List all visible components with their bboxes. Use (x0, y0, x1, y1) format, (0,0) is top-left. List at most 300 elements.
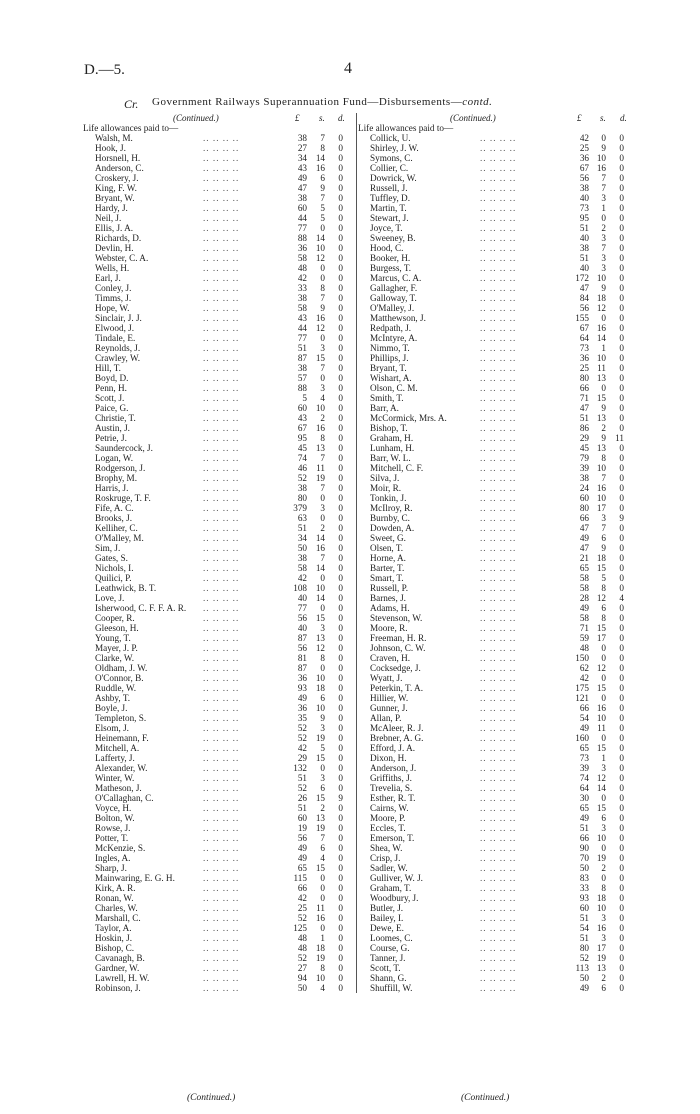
pounds-value: 25 (297, 903, 307, 913)
pounds-value: 60 (579, 903, 589, 913)
shillings-value: 0 (320, 573, 325, 583)
shillings-value: 19 (596, 853, 606, 863)
pounds-value: 47 (579, 523, 589, 533)
leader-dots: .. .. .. .. (203, 803, 240, 813)
leader-dots: .. .. .. .. (203, 413, 240, 423)
leader-dots: .. .. .. .. (203, 843, 240, 853)
table-row (358, 293, 630, 303)
shillings-value: 6 (320, 693, 325, 703)
payee-name: Smart, T. (370, 573, 407, 583)
pence-value: 0 (619, 713, 624, 723)
pounds-value: 65 (579, 563, 589, 573)
pence-value: 0 (338, 903, 343, 913)
pence-value: 0 (338, 443, 343, 453)
pounds-value: 40 (579, 233, 589, 243)
pounds-value: 29 (579, 433, 589, 443)
pence-value: 0 (619, 133, 624, 143)
table-row (83, 783, 353, 793)
payee-name: Charles, W. (95, 903, 141, 913)
leader-dots: .. .. .. .. (203, 823, 240, 833)
shillings-value: 15 (596, 563, 606, 573)
pounds-value: 39 (579, 763, 589, 773)
pounds-value: 43 (297, 413, 307, 423)
leader-dots: .. .. .. .. (203, 133, 240, 143)
payee-name: Matheson, J. (95, 783, 145, 793)
payee-name: Anderson, C. (95, 163, 147, 173)
pounds-value: 155 (575, 313, 589, 323)
table-row (358, 613, 630, 623)
shillings-value: 6 (601, 603, 606, 613)
shillings-value: 0 (601, 133, 606, 143)
table-row (358, 153, 630, 163)
pence-value: 0 (338, 683, 343, 693)
payee-name: Harris, J. (95, 483, 131, 493)
table-row (358, 703, 630, 713)
pence-value: 0 (619, 383, 624, 393)
pence-value: 0 (619, 553, 624, 563)
payee-name: Sweeney, B. (370, 233, 419, 243)
pounds-value: 38 (297, 483, 307, 493)
shillings-value: 15 (315, 753, 325, 763)
pence-value: 0 (338, 613, 343, 623)
table-row (358, 603, 630, 613)
table-row (358, 723, 630, 733)
pence-value: 0 (338, 343, 343, 353)
pence-value: 0 (338, 283, 343, 293)
credit-side-label: Cr. (124, 97, 139, 111)
payee-name: Mainwaring, E. G. H. (95, 873, 178, 883)
shillings-value: 0 (601, 843, 606, 853)
payee-name: Sim, J. (95, 543, 123, 553)
table-row (83, 573, 353, 583)
pence-value: 0 (338, 413, 343, 423)
shillings-value: 7 (601, 243, 606, 253)
pounds-value: 50 (579, 973, 589, 983)
leader-dots: .. .. .. .. (203, 663, 240, 673)
pounds-value: 47 (579, 543, 589, 553)
leader-dots: .. .. .. .. (480, 723, 517, 733)
shillings-value: 3 (320, 343, 325, 353)
pence-value: 0 (619, 823, 624, 833)
leader-dots: .. .. .. .. (480, 973, 517, 983)
leader-dots: .. .. .. .. (480, 623, 517, 633)
leader-dots: .. .. .. .. (203, 813, 240, 823)
shillings-value: 15 (315, 353, 325, 363)
table-row (83, 513, 353, 523)
pounds-value: 64 (579, 783, 589, 793)
leader-dots: .. .. .. .. (480, 513, 517, 523)
leader-dots: .. .. .. .. (203, 143, 240, 153)
pence-value: 0 (338, 743, 343, 753)
pence-value: 0 (619, 903, 624, 913)
shillings-value: 17 (596, 633, 606, 643)
shillings-value: 2 (601, 423, 606, 433)
payee-name: Esther, R. T. (370, 793, 418, 803)
table-row (83, 663, 353, 673)
shillings-value: 12 (315, 253, 325, 263)
shillings-value: 0 (601, 793, 606, 803)
table-row (83, 353, 353, 363)
payee-name: Emerson, T. (370, 833, 417, 843)
pence-value: 0 (619, 673, 624, 683)
leader-dots: .. .. .. .. (480, 283, 517, 293)
payee-name: Wishart, A. (370, 373, 415, 383)
pounds-value: 51 (579, 223, 589, 233)
shillings-value: 0 (320, 923, 325, 933)
payee-name: Alexander, W. (95, 763, 150, 773)
shillings-value: 10 (596, 493, 606, 503)
shillings-value: 7 (320, 483, 325, 493)
table-row (358, 363, 630, 373)
pounds-value: 47 (579, 283, 589, 293)
payee-name: Marcus, C. A. (370, 273, 424, 283)
pounds-value: 379 (293, 503, 307, 513)
table-row (358, 443, 630, 453)
payee-name: Collick, U. (370, 133, 414, 143)
payee-name: Galloway, T. (370, 293, 420, 303)
pounds-value: 73 (579, 753, 589, 763)
leader-dots: .. .. .. .. (203, 463, 240, 473)
pounds-value: 25 (579, 363, 589, 373)
pounds-value: 30 (579, 793, 589, 803)
shillings-value: 16 (596, 703, 606, 713)
leader-dots: .. .. .. .. (480, 153, 517, 163)
pounds-value: 77 (297, 333, 307, 343)
payee-name: Wyatt, J. (370, 673, 405, 683)
leader-dots: .. .. .. .. (203, 453, 240, 463)
payee-name: Croskery, J. (95, 173, 142, 183)
pence-value: 0 (338, 503, 343, 513)
payee-name: Voyce, H. (95, 803, 134, 813)
shillings-value: 13 (315, 443, 325, 453)
shillings-value: 14 (315, 153, 325, 163)
payee-name: Logan, W. (95, 453, 136, 463)
leader-dots: .. .. .. .. (480, 323, 517, 333)
pounds-value: 48 (579, 643, 589, 653)
shillings-value: 10 (315, 673, 325, 683)
table-row (83, 813, 353, 823)
leader-dots: .. .. .. .. (203, 613, 240, 623)
shillings-value: 6 (320, 843, 325, 853)
pence-value: 0 (338, 653, 343, 663)
pounds-value: 121 (575, 693, 589, 703)
leader-dots: .. .. .. .. (203, 293, 240, 303)
pence-value: 0 (338, 163, 343, 173)
table-row (83, 923, 353, 933)
pounds-value: 115 (293, 873, 307, 883)
pence-value: 0 (338, 223, 343, 233)
payee-name: Russell, J. (370, 183, 411, 193)
table-row (83, 263, 353, 273)
pounds-value: 45 (579, 443, 589, 453)
leader-dots: .. .. .. .. (203, 503, 240, 513)
shillings-value: 5 (320, 203, 325, 213)
payee-name: Scott, T. (370, 963, 404, 973)
shillings-value: 8 (601, 883, 606, 893)
pence-value: 0 (619, 173, 624, 183)
leader-dots: .. .. .. .. (480, 333, 517, 343)
pounds-value: 54 (579, 923, 589, 933)
pence-value: 0 (619, 843, 624, 853)
pounds-value: 36 (297, 243, 307, 253)
table-row (83, 203, 353, 213)
table-row (358, 593, 630, 603)
payee-name: Cavanagh, B. (95, 953, 148, 963)
title-main: Government Railways Superannuation Fund—Disbursements— (152, 96, 463, 108)
shillings-value: 11 (316, 463, 325, 473)
payee-name: O'Malley, J. (370, 303, 417, 313)
shillings-value: 12 (315, 323, 325, 333)
table-row (358, 393, 630, 403)
shillings-value: 12 (596, 303, 606, 313)
table-row (358, 573, 630, 583)
payee-name: Templeton, S. (95, 713, 149, 723)
payee-name: Shuffill, W. (370, 983, 415, 993)
table-row (358, 983, 630, 993)
pence-value: 11 (615, 433, 624, 443)
pence-value: 0 (338, 393, 343, 403)
table-row (358, 863, 630, 873)
leader-dots: .. .. .. .. (203, 353, 240, 363)
payee-name: Barr, A. (370, 403, 402, 413)
pence-value: 0 (338, 873, 343, 883)
table-row (83, 193, 353, 203)
payee-name: Bishop, C. (95, 943, 137, 953)
shillings-value: 2 (320, 803, 325, 813)
pounds-value: 65 (297, 863, 307, 873)
leader-dots: .. .. .. .. (480, 453, 517, 463)
table-row (83, 243, 353, 253)
payee-name: Tonkin, J. (370, 493, 409, 503)
pence-value: 0 (338, 513, 343, 523)
pence-value: 0 (338, 773, 343, 783)
leader-dots: .. .. .. .. (203, 203, 240, 213)
pounds-value: 87 (297, 663, 307, 673)
table-row (358, 383, 630, 393)
table-row (83, 343, 353, 353)
pence-value: 0 (619, 683, 624, 693)
pence-value: 0 (338, 143, 343, 153)
pence-value: 0 (338, 153, 343, 163)
table-row (83, 493, 353, 503)
pence-value: 0 (619, 873, 624, 883)
pounds-value: 25 (579, 143, 589, 153)
leader-dots: .. .. .. .. (480, 193, 517, 203)
leader-dots: .. .. .. .. (480, 793, 517, 803)
pounds-value: 77 (297, 223, 307, 233)
leader-dots: .. .. .. .. (480, 603, 517, 613)
pence-value: 0 (619, 203, 624, 213)
payee-name: Hope, W. (95, 303, 132, 313)
pence-value: 0 (338, 473, 343, 483)
pounds-value: 73 (579, 203, 589, 213)
table-row (358, 923, 630, 933)
shillings-value: 14 (596, 783, 606, 793)
pence-value: 0 (338, 593, 343, 603)
pence-value: 0 (338, 723, 343, 733)
pounds-value: 38 (297, 293, 307, 303)
leader-dots: .. .. .. .. (203, 423, 240, 433)
table-row (358, 343, 630, 353)
leader-dots: .. .. .. .. (480, 783, 517, 793)
payee-name: Boyd, D. (95, 373, 131, 383)
shillings-value: 11 (597, 363, 606, 373)
table-row (358, 533, 630, 543)
table-row (358, 263, 630, 273)
payee-name: Ashby, T. (95, 693, 133, 703)
pounds-value: 87 (297, 353, 307, 363)
pence-value: 0 (619, 483, 624, 493)
table-row (358, 793, 630, 803)
pounds-value: 80 (297, 493, 307, 503)
pounds-value: 56 (297, 833, 307, 843)
pence-value: 0 (619, 183, 624, 193)
payee-name: Penn, H. (95, 383, 130, 393)
payee-name: Cairns, W. (370, 803, 412, 813)
pence-value: 0 (619, 953, 624, 963)
leader-dots: .. .. .. .. (203, 363, 240, 373)
pounds-value: 38 (297, 363, 307, 373)
payee-name: Gunner, J. (370, 703, 411, 713)
pence-value: 0 (338, 363, 343, 373)
pence-value: 0 (338, 493, 343, 503)
shillings-value: 4 (320, 393, 325, 403)
pounds-value: 88 (297, 383, 307, 393)
pence-value: 0 (619, 213, 624, 223)
payee-name: McAleer, R. J. (370, 723, 426, 733)
shillings-value: 3 (601, 913, 606, 923)
leader-dots: .. .. .. .. (480, 863, 517, 873)
table-row (83, 383, 353, 393)
table-row (358, 203, 630, 213)
leader-dots: .. .. .. .. (203, 343, 240, 353)
table-row (358, 713, 630, 723)
pounds-value: 44 (297, 213, 307, 223)
payee-name: Paice, G. (95, 403, 131, 413)
pence-value: 0 (619, 273, 624, 283)
table-row (83, 563, 353, 573)
leader-dots: .. .. .. .. (480, 383, 517, 393)
leader-dots: .. .. .. .. (480, 143, 517, 153)
table-row (83, 213, 353, 223)
payee-name: Petrie, J. (95, 433, 130, 443)
pence-value: 0 (619, 353, 624, 363)
payee-name: Isherwood, C. F. F. A. R. (95, 603, 189, 613)
pounds-value: 40 (297, 593, 307, 603)
pence-value: 0 (338, 383, 343, 393)
leader-dots: .. .. .. .. (203, 653, 240, 663)
table-row (83, 163, 353, 173)
table-row (83, 153, 353, 163)
table-row (83, 683, 353, 693)
shillings-value: 8 (320, 283, 325, 293)
table-row (358, 173, 630, 183)
payee-name: Fife, A. C. (95, 503, 137, 513)
payee-name: Sinclair, J. J. (95, 313, 145, 323)
table-row (358, 373, 630, 383)
payee-name: Scott, J. (95, 393, 127, 403)
shillings-value: 0 (320, 333, 325, 343)
table-row (83, 963, 353, 973)
payee-name: Dewe, E. (370, 923, 407, 933)
leader-dots: .. .. .. .. (203, 213, 240, 223)
shillings-value: 19 (315, 473, 325, 483)
pounds-value: 81 (297, 653, 307, 663)
leader-dots: .. .. .. .. (480, 703, 517, 713)
shillings-value: 6 (601, 813, 606, 823)
shillings-value: 15 (315, 863, 325, 873)
pence-value: 0 (338, 483, 343, 493)
shillings-value: 1 (601, 753, 606, 763)
pounds-value: 67 (579, 163, 589, 173)
pounds-value: 66 (579, 833, 589, 843)
payee-name: O'Callaghan, C. (95, 793, 157, 803)
leader-dots: .. .. .. .. (480, 563, 517, 573)
pounds-value: 60 (297, 403, 307, 413)
pounds-value: 73 (579, 343, 589, 353)
pence-value: 0 (619, 193, 624, 203)
payee-name: Stewart, J. (370, 213, 412, 223)
shillings-value: 9 (320, 713, 325, 723)
shillings-value: 15 (596, 743, 606, 753)
pence-value: 0 (619, 733, 624, 743)
shillings-heading: s. (600, 113, 606, 123)
shillings-value: 7 (601, 173, 606, 183)
pounds-value: 77 (297, 603, 307, 613)
table-row (358, 913, 630, 923)
shillings-value: 10 (315, 403, 325, 413)
shillings-value: 19 (315, 953, 325, 963)
pence-value: 0 (619, 973, 624, 983)
table-row (358, 193, 630, 203)
leader-dots: .. .. .. .. (480, 713, 517, 723)
left-column (83, 113, 353, 1103)
table-row (358, 843, 630, 853)
payee-name: Joyce, T. (370, 223, 406, 233)
pence-value: 0 (338, 543, 343, 553)
table-row (358, 543, 630, 553)
table-row (83, 693, 353, 703)
leader-dots: .. .. .. .. (203, 383, 240, 393)
payee-name: Austin, J. (95, 423, 133, 433)
payee-name: Hoskin, J. (95, 933, 135, 943)
pence-value: 0 (338, 813, 343, 823)
pence-value: 0 (619, 153, 624, 163)
shillings-value: 1 (601, 343, 606, 353)
pence-value: 0 (338, 323, 343, 333)
pence-value: 0 (338, 853, 343, 863)
pence-value: 0 (338, 713, 343, 723)
payee-name: Brophy, M. (95, 473, 140, 483)
pounds-value: 38 (297, 553, 307, 563)
payee-name: Brebner, A. G. (370, 733, 426, 743)
pounds-heading: £ (295, 113, 300, 123)
table-row (358, 663, 630, 673)
pounds-value: 94 (297, 973, 307, 983)
pounds-value: 113 (575, 963, 589, 973)
pence-value: 0 (619, 923, 624, 933)
table-row (83, 543, 353, 553)
pence-value: 0 (338, 893, 343, 903)
pounds-value: 34 (297, 533, 307, 543)
table-row (83, 373, 353, 383)
table-row (83, 553, 353, 563)
pounds-value: 43 (297, 163, 307, 173)
shillings-value: 8 (601, 613, 606, 623)
payee-name: Sweet, G. (370, 533, 409, 543)
leader-dots: .. .. .. .. (480, 543, 517, 553)
table-row (83, 283, 353, 293)
